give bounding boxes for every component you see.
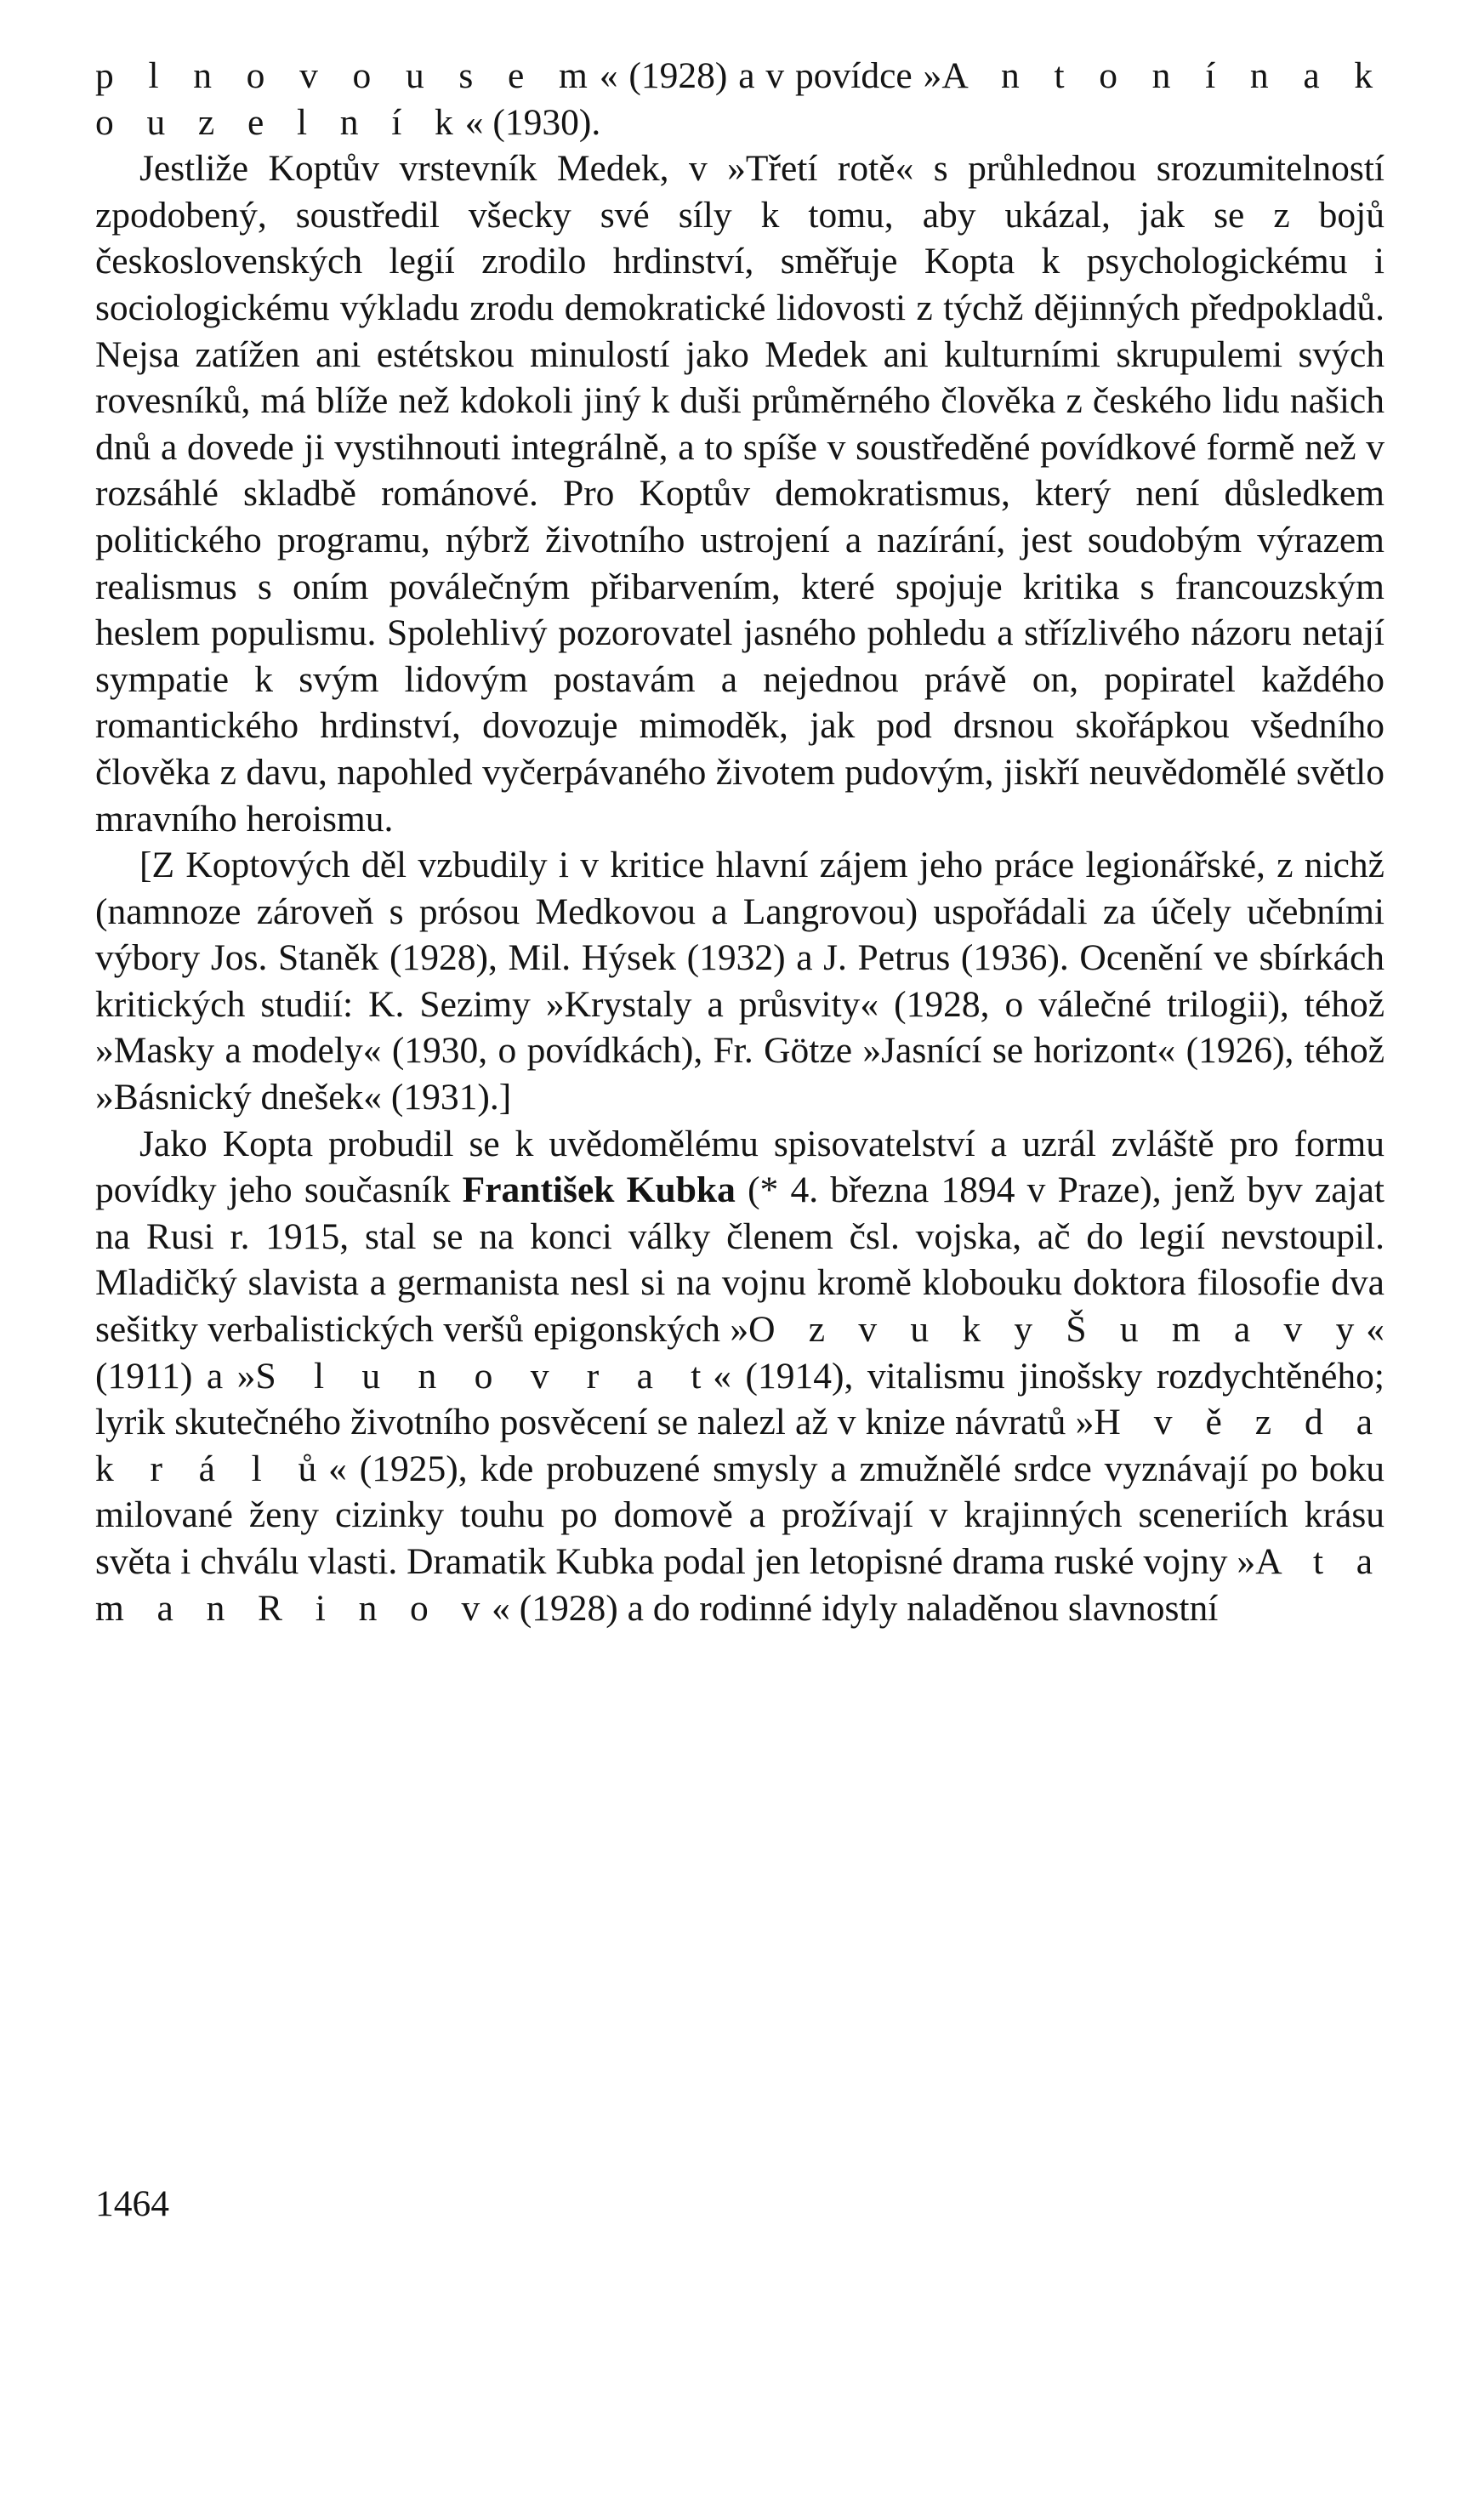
work-title: A t a m a n R i n o v — [95, 1541, 1384, 1629]
text-block — [95, 53, 1384, 1631]
text-run: « (1930). — [464, 101, 601, 143]
paragraph-kopta-analysis: Jestliže Koptův vrstevník Medek, v »Třetí rotě« s průhlednou srozumitelností zpodobený, soustředil všecky své síly k tomu, aby ukázal, jak se z bojů československých legií zrodilo hrdinství, směřuje Kopta k psychologickému i sociologickému výkladu zrodu demokratické lidovosti z týchž dějinných předpokladů. Nejsa zatížen ani estétskou minulostí jako Medek ani kulturními skrupulemi svých rovesníků, má blíže než kdokoli jiný k duši průměrného člověka z českého lidu našich dnů a dovede ji vystihnouti integrálně, a to spíše v soustředěné povídkové formě než v rozsáhlé skladbě románové. Pro Koptův demokratismus, který není důsledkem politického programu, nýbrž životního ustrojení a nazírání, jest soudobým výrazem realismus s oním poválečným přibarvením, které spojuje kritika s francouzským heslem populismu. Spolehlivý pozorovatel jasného pohledu a střízlivého názoru netají sympatie k svým lidovým postavám a nejednou právě on, popiratel každého romantického hrdinství, dovozuje mimoděk, jak pod drsnou skořápkou všedního člověka z davu, napohled vyčerpávaného životem pudovým, jiskří neuvědomělé světlo mravního heroismu. — [95, 148, 1384, 839]
work-title: S l u n o v r a t — [255, 1355, 714, 1397]
work-title: p l n o v o u s e m — [95, 55, 600, 96]
text-run: « (1911) a » — [95, 1309, 1384, 1397]
text-run: « (1925), kde probuzené smysly a zmužnělé srdce vyznávají po boku milované ženy cizinky touhu po domově a prožívají v krajinných sceneriích krásu světa i chválu vlasti. Dramatik Kubka podal jen letopisné drama ruské vojny » — [95, 1448, 1384, 1582]
text-run: Jako Kopta probudil se k uvědomělému spisovatelství a uzrál zvláště pro formu povídky jeho současník — [95, 1123, 1384, 1211]
paragraph-continuation — [95, 53, 1384, 145]
paragraph-kubka — [95, 1121, 1384, 1632]
text-run: « (1928) a v povídce » — [599, 55, 942, 96]
paragraph-bibliographic-note: [Z Koptových děl vzbudily i v kritice hlavní zájem jeho práce legionářské, z nichž (namnoze zároveň s prósou Medkovou a Langrovou) uspořádali za účely učebními výbory Jos. Staněk (1928), Mil. Hýsek (1932) a J. Petrus (1936). Ocenění ve sbírkách kritických studií: K. Sezimy »Krystaly a průsvity« (1928, o válečné trilogii), téhož »Masky a modely« (1930, o povídkách), Fr. Götze »Jasnící se horizont« (1926), téhož »Básnický dnešek« (1931).] — [95, 845, 1384, 1118]
author-name: František Kubka — [462, 1169, 736, 1211]
text-run: « (1914), vitalismu jinošsky rozdychtěného; lyrik skutečného životního posvěcení se nalezl až v knize návratů » — [95, 1355, 1384, 1443]
work-title: A n t o n í n a k o u z e l n í k — [95, 55, 1385, 143]
page-text — [95, 53, 1384, 1631]
page-number: 1464 — [95, 2183, 169, 2224]
work-title: O z v u k y Š u m a v y — [748, 1309, 1367, 1351]
text-run: « (1928) a do rodinné idyly naladěnou slavnostní — [492, 1587, 1219, 1629]
work-title: H v ě z d a k r á l ů — [95, 1402, 1384, 1489]
text-run: (* 4. března 1894 v Praze), jenž byv zajat na Rusi r. 1915, stal se na konci války členem čsl. vojska, ač do legií nevstoupil. Mladičký slavista a germanista nesl si na vojnu kromě klobouku doktora filosofie dva sešitky verbalistických veršů epigonských » — [95, 1169, 1384, 1351]
